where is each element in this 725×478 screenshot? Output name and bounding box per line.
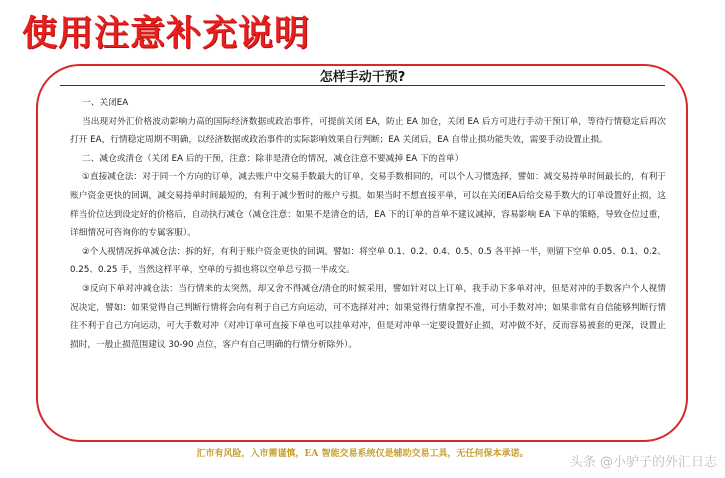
paragraph-direct-reduce: ①直接减仓法：对于同一个方向的订单，减去账户中交易手数最大的订单，交易手数相同的，可以个人习惯选择，譬如：减交易持单时间最长的，有利于账户资金更快的回调，减交易持单时间最短的，有利于减少暂时的账户亏损。如果当时不想直接平单，可以在关闭EA后给交易手数大的订单设置好止损，这样当价位达到设定好的价格后，自动执行减仓（减仓注意：如果不是清仓的话，EA 下的订单的首单不建议减掉，容易影响 EA 下单的策略，导致仓位过重，详细情况可咨询你的专属客服）。 — [70, 172, 666, 239]
section-heading-reduce: 二、减仓或清仓（关闭 EA 后的干预，注意：除非是清仓的情况，减仓注意不要减掉 EA 下的首单） — [82, 153, 464, 164]
article-title: 怎样手动干预? — [319, 70, 406, 85]
article-body — [70, 94, 666, 354]
page-title: 使用注意补充说明 — [22, 14, 311, 54]
watermark: 头条 @小驴子的外汇日志 — [569, 455, 717, 470]
paragraph-close-ea: 当出现对外汇价格波动影响力高的国际经济数据或政治事件，可提前关闭 EA，防止 EA 加仓，关闭 EA 后方可进行手动干预订单，等待行情稳定后再次打开 EA，行情稳定周期不明确，以经济数据或政治事件的实际影响效果自行判断；EA 关闭后，EA 自带止损功能失效，需要手动设置止损。 — [70, 116, 666, 146]
title-divider — [60, 85, 665, 86]
paragraph-split-reduce: ②个人视情况拆单减仓法：拆的好，有利于账户资金更快的回调。譬如：将空单 0.1、0.2、0.4、0.5、0.5 各平掉一半，则留下空单 0.05、0.1、0.2、0.25、0.25 手，当然这样平单，空单的亏损也将以空单总亏损一半成交。 — [70, 246, 666, 276]
section-heading-close-ea: 一、关闭EA — [82, 98, 129, 108]
risk-disclaimer: 汇市有风险，入市需谨慎，EA 智能交易系统仅是辅助交易工具，无任何保本承诺。 — [196, 449, 529, 459]
paragraph-hedge-reduce: ③反向下单对冲减仓法：当行情来的太突然，却又舍不得减仓/清仓的时候采用，譬如针对以上订单，我手动下多单对冲，但是对冲的手数客户个人视情况决定，譬如：如果觉得自己判断行情将会向有利于自己方向运动，可不选择对冲；如果觉得行情拿捏不准，可小手数对冲；如果非常有自信能够判断行情往不利于自己方向运动，可大手数对冲（对冲订单可直接下单也可以挂单对冲，但是对冲单一定要设置好止损，对冲做不好，反而容易被套的更深，设置止损时，一般止损范围建议 30-90 点位，客户有自己明确的行情分析除外）。 — [70, 283, 666, 350]
